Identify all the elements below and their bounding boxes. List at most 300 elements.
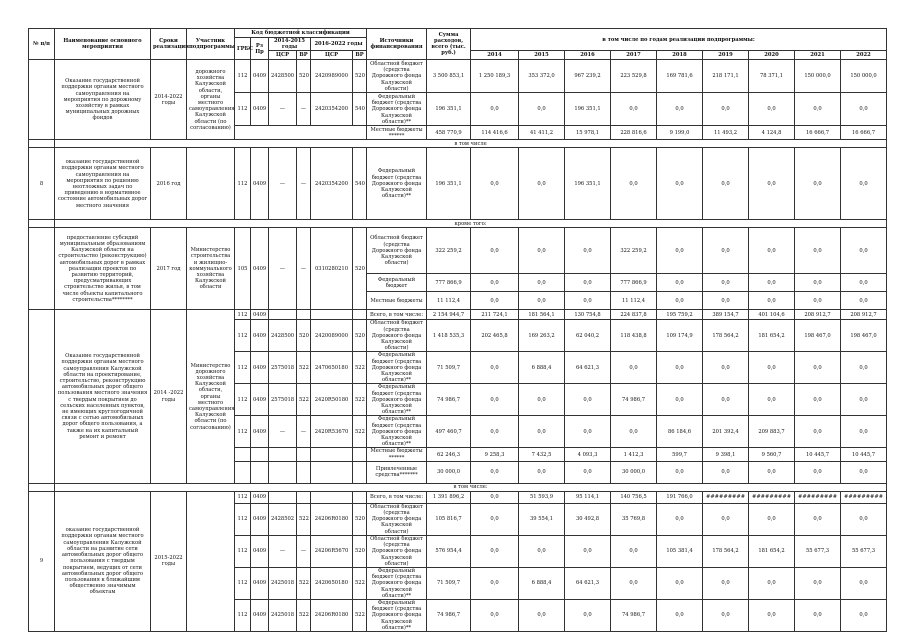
table-cell xyxy=(235,126,367,140)
year-value-cell: 0,0 xyxy=(657,384,703,416)
table-cell: 0409 xyxy=(251,320,269,352)
year-header: 2017 xyxy=(611,51,657,60)
table-cell: 522 xyxy=(353,599,367,631)
year-header: 2021 xyxy=(795,51,841,60)
year-value-cell: 0,0 xyxy=(657,148,703,220)
table-cell: 112 xyxy=(235,416,251,448)
year-value-cell: 0,0 xyxy=(519,535,565,567)
table-cell: 522 xyxy=(297,567,311,599)
table-cell: 520 xyxy=(353,535,367,567)
source-cell: Областной бюджет (средства Дорожного фонда Калужской области) xyxy=(367,535,427,567)
year-value-cell: 0,0 xyxy=(703,274,749,292)
table-cell: 0409 xyxy=(251,384,269,416)
table-cell: 520 xyxy=(297,60,311,93)
year-value-cell: 55 677,3 xyxy=(841,535,887,567)
source-cell: Привлеченные средства******* xyxy=(367,461,427,483)
year-value-cell: 0,0 xyxy=(471,535,519,567)
year-value-cell: 0,0 xyxy=(703,352,749,384)
col-grbs: ГРБС xyxy=(235,38,251,60)
year-value-cell: 0,0 xyxy=(657,599,703,631)
table-cell: 520 xyxy=(297,320,311,352)
year-value-cell: 228 816,6 xyxy=(611,126,657,140)
year-value-cell: 201 392,4 xyxy=(703,416,749,448)
table-cell xyxy=(297,310,311,320)
col-y1415: 2014-2015 годы xyxy=(269,38,311,51)
year-value-cell: 0,0 xyxy=(749,503,795,535)
year-value-cell: 15 978,1 xyxy=(565,126,611,140)
table-cell xyxy=(251,448,269,461)
year-value-cell: 0,0 xyxy=(657,93,703,126)
year-value-cell: 211 724,1 xyxy=(471,310,519,320)
year-value-cell: 0,0 xyxy=(519,93,565,126)
col-sources: Источники финансирования xyxy=(367,29,427,60)
year-value-cell: 0,0 xyxy=(611,352,657,384)
year-value-cell: 0,0 xyxy=(703,599,749,631)
year-value-cell: 74 986,7 xyxy=(611,599,657,631)
year-value-cell: 0,0 xyxy=(565,274,611,292)
table-cell: 0409 xyxy=(251,503,269,535)
year-value-cell: 0,0 xyxy=(519,274,565,292)
table-cell: 0409 xyxy=(251,599,269,631)
year-value-cell: 389 154,7 xyxy=(703,310,749,320)
year-value-cell: ######### xyxy=(841,491,887,503)
col-rzpr: Рз Пр xyxy=(251,38,269,60)
year-value-cell: 322 259,2 xyxy=(611,228,657,274)
year-value-cell: 10 445,7 xyxy=(795,448,841,461)
year-value-cell: 198 467,0 xyxy=(841,320,887,352)
table-cell: 0409 xyxy=(251,352,269,384)
col-period: Сроки реализации xyxy=(151,29,187,60)
participant-cell: Министерство строительства и жилищно-коммунального хозяйства Калужской области xyxy=(187,228,235,310)
year-value-cell: 86 184,6 xyxy=(657,416,703,448)
table-cell xyxy=(297,461,311,483)
measure-name: оказание государственной поддержки органам местного самоуправления Калужской области на развитие сети автомобильных дорог общего пользования с твердым покрытием, ведущих от сети автомобильных дорог общего пользования к ближайшим общественно значимым объектам xyxy=(55,491,151,631)
year-value-cell: 74 986,7 xyxy=(611,384,657,416)
table-cell xyxy=(269,310,297,320)
year-value-cell: 9 398,1 xyxy=(703,448,749,461)
year-value-cell: 0,0 xyxy=(471,292,519,310)
table-cell: 112 xyxy=(235,535,251,567)
year-value-cell: 10 445,7 xyxy=(841,448,887,461)
year-value-cell: 224 837,8 xyxy=(611,310,657,320)
year-value-cell: 0,0 xyxy=(611,148,657,220)
year-value-cell: 64 621,3 xyxy=(565,352,611,384)
source-cell: Местные бюджеты xyxy=(367,292,427,310)
table-cell: 24206R5670 xyxy=(311,535,353,567)
measure-name: Оказание государственной поддержки органам местного самоуправления Калужской области на проектирование, строительство, реконструкцию автомобильных дорог общего пользования местного значения с твердым покрытием до сельских населенных пунктов, не имеющих круглогодичной связи с сетью автомобильных дорог общего пользования, а также на их капитальный ремонт и ремонт xyxy=(55,310,151,483)
year-value-cell: 0,0 xyxy=(703,228,749,274)
year-value-cell: 0,0 xyxy=(749,292,795,310)
measure-name: предоставление субсидий муниципальным образованиям Калужской области на строительство (реконструкцию) автомобильных дорог в рамках реализации проектов по развитию территорий, предусматривающих строительство жилья, в том числе объекты капитального строительства******** xyxy=(55,228,151,310)
table-row xyxy=(29,491,887,503)
table-cell: — xyxy=(297,228,311,310)
year-value-cell: 62 040,2 xyxy=(565,320,611,352)
year-value-cell: 4 124,8 xyxy=(749,126,795,140)
table-cell: 2420354200 xyxy=(311,93,353,126)
table-cell: 522 xyxy=(297,384,311,416)
year-value-cell: 0,0 xyxy=(795,416,841,448)
table-cell: 112 xyxy=(235,320,251,352)
year-value-cell: 0,0 xyxy=(841,274,887,292)
table-cell xyxy=(353,310,367,320)
year-value-cell: 0,0 xyxy=(749,228,795,274)
sum-cell: 196 351,1 xyxy=(427,148,471,220)
sum-cell: 497 460,7 xyxy=(427,416,471,448)
table-cell: 24206R0180 xyxy=(311,599,353,631)
sum-cell: 105 816,7 xyxy=(427,503,471,535)
period-cell: 2015-2022 годы xyxy=(151,491,187,631)
year-header: 2022 xyxy=(841,51,887,60)
col-name: Наименование основного мероприятия xyxy=(55,29,151,60)
table-cell: 0409 xyxy=(251,535,269,567)
row-number: 9 xyxy=(29,491,55,631)
year-value-cell: 4 093,3 xyxy=(565,448,611,461)
table-cell xyxy=(29,220,55,228)
year-value-cell: 223 529,8 xyxy=(611,60,657,93)
table-cell xyxy=(251,461,269,483)
year-value-cell: 0,0 xyxy=(841,228,887,274)
year-header: 2018 xyxy=(657,51,703,60)
year-value-cell: 0,0 xyxy=(795,503,841,535)
table-cell: 520 xyxy=(353,320,367,352)
table-cell: 112 xyxy=(235,148,251,220)
year-value-cell: 0,0 xyxy=(657,228,703,274)
year-value-cell: 0,0 xyxy=(519,461,565,483)
table-cell xyxy=(311,491,353,503)
table-cell: 2420989000 xyxy=(311,60,353,93)
table-cell xyxy=(353,461,367,483)
table-cell: — xyxy=(269,228,297,310)
year-value-cell: 0,0 xyxy=(795,567,841,599)
source-cell: Всего, в том числе: xyxy=(367,491,427,503)
table-cell: 0409 xyxy=(251,567,269,599)
year-value-cell: 196 351,1 xyxy=(565,93,611,126)
source-cell: Всего, в том числе: xyxy=(367,310,427,320)
year-value-cell: 0,0 xyxy=(519,384,565,416)
table-cell: 112 xyxy=(235,352,251,384)
table-cell: — xyxy=(269,93,297,126)
year-value-cell: 55 677,3 xyxy=(795,535,841,567)
table-cell: 112 xyxy=(235,310,251,320)
year-value-cell: 181 654,2 xyxy=(749,535,795,567)
year-value-cell: ######### xyxy=(749,491,795,503)
year-value-cell: 208 912,7 xyxy=(795,310,841,320)
year-value-cell: ######### xyxy=(795,491,841,503)
table-cell xyxy=(353,448,367,461)
year-value-cell: 0,0 xyxy=(519,292,565,310)
year-value-cell: 7 432,5 xyxy=(519,448,565,461)
budget-sheet xyxy=(28,28,882,632)
year-value-cell: 0,0 xyxy=(795,461,841,483)
table-cell: 522 xyxy=(353,416,367,448)
table-cell: 0409 xyxy=(251,93,269,126)
year-value-cell: 78 371,1 xyxy=(749,60,795,93)
year-value-cell: 0,0 xyxy=(795,148,841,220)
table-cell xyxy=(29,228,55,310)
year-value-cell: 0,0 xyxy=(795,228,841,274)
year-value-cell: 0,0 xyxy=(471,491,519,503)
table-cell: 24206R0180 xyxy=(311,503,353,535)
year-value-cell: 208 912,7 xyxy=(841,310,887,320)
year-value-cell: 9 258,3 xyxy=(471,448,519,461)
table-cell xyxy=(29,483,55,491)
section-note: кроме того: xyxy=(55,220,887,228)
table-cell: — xyxy=(269,535,297,567)
year-value-cell: 0,0 xyxy=(611,93,657,126)
year-value-cell: 114 416,6 xyxy=(471,126,519,140)
table-cell: 0409 xyxy=(251,491,269,503)
year-value-cell: 181 564,1 xyxy=(519,310,565,320)
table-cell: 2425018 xyxy=(269,567,297,599)
source-cell: Областной бюджет (средства Дорожного фонда Калужской области) xyxy=(367,503,427,535)
year-value-cell: 1 412,3 xyxy=(611,448,657,461)
sum-cell: 777 866,9 xyxy=(427,274,471,292)
table-cell: — xyxy=(297,416,311,448)
year-value-cell: 0,0 xyxy=(703,292,749,310)
year-value-cell: 0,0 xyxy=(657,503,703,535)
year-value-cell: 0,0 xyxy=(565,461,611,483)
year-value-cell: 0,0 xyxy=(841,416,887,448)
source-cell: Областной бюджет (средства Дорожного фонда Калужской области) xyxy=(367,60,427,93)
sum-cell: 1 391 896,2 xyxy=(427,491,471,503)
year-value-cell: 0,0 xyxy=(795,384,841,416)
table-cell: 112 xyxy=(235,503,251,535)
year-value-cell: 0,0 xyxy=(841,93,887,126)
table-cell: 2425018 xyxy=(269,599,297,631)
table-row xyxy=(29,310,887,320)
year-value-cell: 0,0 xyxy=(749,93,795,126)
table-cell: 2428502 xyxy=(269,503,297,535)
year-value-cell: 95 114,1 xyxy=(565,491,611,503)
year-value-cell: 0,0 xyxy=(795,292,841,310)
year-value-cell: 0,0 xyxy=(519,228,565,274)
year-value-cell: 0,0 xyxy=(565,416,611,448)
year-value-cell: 30 492,8 xyxy=(565,503,611,535)
year-value-cell: 0,0 xyxy=(841,567,887,599)
sum-cell: 2 154 944,7 xyxy=(427,310,471,320)
table-cell: — xyxy=(269,148,297,220)
sum-cell: 74 986,7 xyxy=(427,599,471,631)
year-value-cell: 0,0 xyxy=(657,292,703,310)
year-value-cell: 0,0 xyxy=(749,599,795,631)
year-value-cell: 0,0 xyxy=(749,148,795,220)
year-value-cell: 0,0 xyxy=(703,567,749,599)
year-value-cell: 353 372,0 xyxy=(519,60,565,93)
table-cell xyxy=(269,448,297,461)
sum-cell: 71 509,7 xyxy=(427,567,471,599)
year-value-cell: 198 467,0 xyxy=(795,320,841,352)
year-value-cell: 0,0 xyxy=(841,384,887,416)
year-value-cell: 0,0 xyxy=(565,384,611,416)
col-csr-2: ЦСР xyxy=(311,51,353,60)
year-value-cell: 0,0 xyxy=(703,93,749,126)
table-cell: 112 xyxy=(235,567,251,599)
table-cell: 0409 xyxy=(251,228,269,310)
year-value-cell: 0,0 xyxy=(471,567,519,599)
table-cell xyxy=(235,461,251,483)
year-value-cell: 41 411,2 xyxy=(519,126,565,140)
source-cell: Федеральный бюджет (средства Дорожного фонда Калужской области)** xyxy=(367,93,427,126)
col-participant: Участник подпрограммы xyxy=(187,29,235,60)
sum-cell: 458 770,9 xyxy=(427,126,471,140)
table-cell: 0310280210 xyxy=(311,228,353,310)
table-cell xyxy=(269,491,297,503)
period-cell: 2014-2022 годы xyxy=(151,60,187,140)
year-value-cell: 0,0 xyxy=(565,228,611,274)
year-value-cell: 0,0 xyxy=(471,503,519,535)
year-header: 2019 xyxy=(703,51,749,60)
year-value-cell: 202 465,8 xyxy=(471,320,519,352)
table-cell: 2470650180 xyxy=(311,352,353,384)
source-cell: Федеральный бюджет (средства Дорожного фонда Калужской области)** xyxy=(367,384,427,416)
table-cell: 520 xyxy=(353,228,367,310)
sum-cell: 322 259,2 xyxy=(427,228,471,274)
year-value-cell: 0,0 xyxy=(795,274,841,292)
year-value-cell: 218 171,1 xyxy=(703,60,749,93)
year-value-cell: 109 174,9 xyxy=(657,320,703,352)
year-value-cell: 195 759,2 xyxy=(657,310,703,320)
year-value-cell: 150 000,0 xyxy=(841,60,887,93)
table-cell: 2420R50180 xyxy=(311,384,353,416)
col-y1622: 2016-2022 годы xyxy=(311,38,367,51)
year-value-cell: 16 666,7 xyxy=(795,126,841,140)
year-value-cell: 169 263,2 xyxy=(519,320,565,352)
year-value-cell: 0,0 xyxy=(703,148,749,220)
year-value-cell: 0,0 xyxy=(795,93,841,126)
table-cell: 105 xyxy=(235,228,251,310)
col-vr-1: ВР xyxy=(297,51,311,60)
year-value-cell: 0,0 xyxy=(703,384,749,416)
year-value-cell: 178 564,2 xyxy=(703,535,749,567)
sum-cell: 11 112,4 xyxy=(427,292,471,310)
year-value-cell: 39 554,1 xyxy=(519,503,565,535)
year-value-cell: 0,0 xyxy=(611,567,657,599)
year-value-cell: 11 493,2 xyxy=(703,126,749,140)
year-value-cell: 0,0 xyxy=(749,274,795,292)
source-cell: Федеральный бюджет (средства Дорожного фонда Калужской области)** xyxy=(367,599,427,631)
budget-table xyxy=(28,28,887,632)
table-cell xyxy=(297,448,311,461)
table-cell: — xyxy=(297,535,311,567)
sum-cell: 30 000,0 xyxy=(427,461,471,483)
table-cell: 0409 xyxy=(251,60,269,93)
year-value-cell: 105 381,4 xyxy=(657,535,703,567)
year-value-cell: 0,0 xyxy=(749,352,795,384)
participant-cell: Министерство дорожного хозяйства Калужской области, органы местного самоуправления Калужской области (по согласованию) xyxy=(187,310,235,483)
table-cell: 0409 xyxy=(251,148,269,220)
source-cell: Федеральный бюджет (средства Дорожного фонда Калужской области)** xyxy=(367,148,427,220)
source-cell: Федеральный бюджет (средства Дорожного фонда Калужской области)** xyxy=(367,567,427,599)
year-value-cell: 599,7 xyxy=(657,448,703,461)
year-value-cell: 0,0 xyxy=(841,352,887,384)
table-cell: 112 xyxy=(235,491,251,503)
year-value-cell: 0,0 xyxy=(795,599,841,631)
source-cell: Федеральный бюджет xyxy=(367,274,427,292)
table-cell: 520 xyxy=(353,503,367,535)
table-cell xyxy=(29,60,55,140)
year-value-cell: 0,0 xyxy=(657,274,703,292)
sum-cell: 71 509,7 xyxy=(427,352,471,384)
col-vr-2: ВР xyxy=(353,51,367,60)
table-cell: 2575018 xyxy=(269,384,297,416)
source-cell: Местные бюджеты ****** xyxy=(367,448,427,461)
table-cell xyxy=(311,448,353,461)
year-value-cell: 967 239,2 xyxy=(565,60,611,93)
year-value-cell: 0,0 xyxy=(471,352,519,384)
year-value-cell: 0,0 xyxy=(519,416,565,448)
table-cell: — xyxy=(269,416,297,448)
col-num: № п/п xyxy=(29,29,55,60)
year-value-cell: 0,0 xyxy=(611,535,657,567)
year-value-cell: 0,0 xyxy=(565,292,611,310)
year-value-cell: 0,0 xyxy=(749,461,795,483)
section-note: в том числе: xyxy=(55,483,887,491)
year-value-cell: 0,0 xyxy=(519,599,565,631)
table-cell xyxy=(187,491,235,631)
table-cell xyxy=(311,461,353,483)
year-value-cell: 0,0 xyxy=(841,503,887,535)
measure-name: оказание государственной поддержки органам местного самоуправления на мероприятия по решению неотложных задач по приведению в нормативное состояние автомобильных дорог местного значения xyxy=(55,148,151,220)
year-value-cell: 191 766,0 xyxy=(657,491,703,503)
table-cell xyxy=(187,148,235,220)
year-header: 2016 xyxy=(565,51,611,60)
row-number: 8 xyxy=(29,148,55,220)
table-cell xyxy=(311,310,353,320)
year-header: 2020 xyxy=(749,51,795,60)
table-cell xyxy=(269,461,297,483)
year-value-cell: 30 000,0 xyxy=(611,461,657,483)
year-value-cell: 11 112,4 xyxy=(611,292,657,310)
table-cell: 0409 xyxy=(251,416,269,448)
table-cell xyxy=(29,140,55,148)
year-value-cell: 150 000,0 xyxy=(795,60,841,93)
year-value-cell: 9 560,7 xyxy=(749,448,795,461)
table-cell: 522 xyxy=(297,599,311,631)
table-cell: 522 xyxy=(353,384,367,416)
year-value-cell: 0,0 xyxy=(519,148,565,220)
period-cell: 2017 год xyxy=(151,228,187,310)
period-cell: 2016 год xyxy=(151,148,187,220)
year-value-cell: 0,0 xyxy=(703,503,749,535)
table-row xyxy=(29,148,887,220)
source-cell: Областной бюджет (средства Дорожного фонда Калужской области) xyxy=(367,320,427,352)
year-header: 2014 xyxy=(471,51,519,60)
year-value-cell: 178 564,2 xyxy=(703,320,749,352)
table-cell: 2428500 xyxy=(269,60,297,93)
table-cell: — xyxy=(297,93,311,126)
year-value-cell: 0,0 xyxy=(795,352,841,384)
sum-cell: 3 500 853,1 xyxy=(427,60,471,93)
source-cell: Федеральный бюджет (средства Дорожного фонда Калужской области)** xyxy=(367,352,427,384)
year-value-cell: 0,0 xyxy=(657,352,703,384)
year-value-cell: 140 756,5 xyxy=(611,491,657,503)
table-cell: 520 xyxy=(353,60,367,93)
sum-cell: 1 418 535,3 xyxy=(427,320,471,352)
year-value-cell: 777 866,9 xyxy=(611,274,657,292)
sum-cell: 62 246,3 xyxy=(427,448,471,461)
year-value-cell: 64 621,3 xyxy=(565,567,611,599)
year-value-cell: 130 754,8 xyxy=(565,310,611,320)
table-row xyxy=(29,140,887,148)
year-value-cell: 0,0 xyxy=(703,461,749,483)
table-row xyxy=(29,60,887,93)
section-note: в том числе xyxy=(55,140,887,148)
col-csr-1: ЦСР xyxy=(269,51,297,60)
sum-cell: 74 986,7 xyxy=(427,384,471,416)
col-codes: Код бюджетной классификации xyxy=(235,29,367,38)
year-value-cell: 0,0 xyxy=(841,599,887,631)
year-value-cell: 51 593,9 xyxy=(519,491,565,503)
